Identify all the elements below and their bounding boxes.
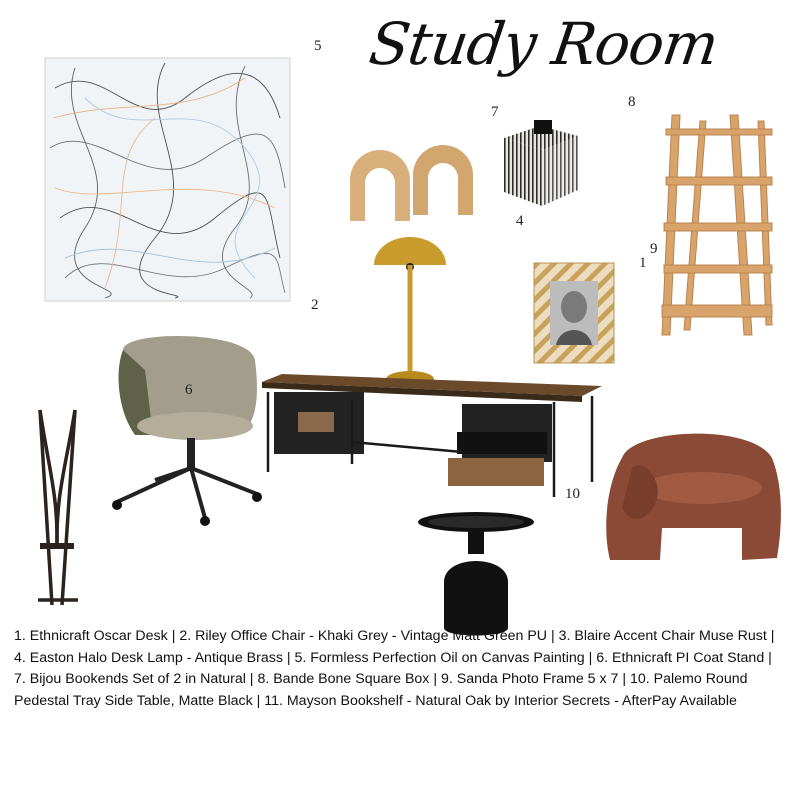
coat-stand xyxy=(30,405,85,610)
marker-7: 7 xyxy=(491,104,499,120)
desk xyxy=(262,372,602,497)
marker-4: 4 xyxy=(516,213,524,229)
bookshelf xyxy=(660,115,775,340)
striped-box xyxy=(500,118,582,208)
accent-chair xyxy=(602,428,784,568)
bookends xyxy=(345,145,480,223)
marker-10: 10 xyxy=(565,486,580,502)
side-table xyxy=(418,510,538,638)
office-chair xyxy=(105,330,265,530)
marker-9: 9 xyxy=(650,241,658,257)
desk-lamp xyxy=(370,235,450,390)
product-list-caption: 1. Ethnicraft Oscar Desk | 2. Riley Office Chair - Khaki Grey - Vintage Matt Green PU | 3. Blaire Accent Chair Muse Rust | 4. Easton Halo Desk Lamp - Antique Brass | 5. Formless Perfection Oil on Canvas Painting | 6. Ethnicraft PI Coat Stand | 7. Bijou Bookends Set of 2 in Natural | 8. Bande Bone Square Box | 9. Sanda Photo Frame 5 x 7 | 10. Palemo Round Pedestal Tray Side Table, Matte Black | 11. Mayson Bookshelf - Natural Oak by Interior Secrets - AfterPay Available xyxy=(14,628,775,709)
marker-8: 8 xyxy=(628,94,636,110)
marker-1: 1 xyxy=(639,255,647,271)
marker-5: 5 xyxy=(314,38,322,54)
marker-6: 6 xyxy=(185,382,193,398)
photo-frame xyxy=(534,263,614,363)
abstract-painting xyxy=(45,58,290,301)
marker-2: 2 xyxy=(311,297,319,313)
board-title: Study Room xyxy=(365,10,723,78)
